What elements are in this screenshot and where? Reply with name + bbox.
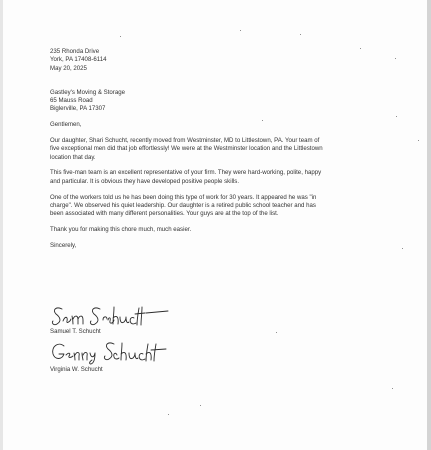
recipient-address xyxy=(50,89,405,114)
printed-name-samuel: Samuel T. Schucht xyxy=(50,328,101,335)
recipient-street: 65 Mauss Road xyxy=(50,97,93,105)
paragraph-3: One of the workers told us he has been doing this type of work for 30 years. It appeared he was "in charge". We observed his quiet leadership. Our daughter is a retired public school teacher and has been associated with many different personalities. Your guys are at the top of the list. xyxy=(50,193,317,218)
paragraph-4: Thank you for making this chore much, much easier. xyxy=(50,225,192,233)
scan-speck xyxy=(300,34,301,35)
scan-speck xyxy=(392,388,393,389)
paragraph-1: Our daughter, Shari Schucht, recently moved from Westminster, MD to Littlestown, PA. Your team of five exceptional men did that job effortlessly! We were at the Westminster location and the Littlestown location that day. xyxy=(50,137,323,161)
scan-edge-left xyxy=(0,0,3,450)
recipient-city-line: Biglerville, PA 17307 xyxy=(50,105,106,113)
scan-speck xyxy=(276,332,277,333)
scan-speck xyxy=(200,405,201,406)
scan-speck xyxy=(418,140,419,141)
sender-city-line: York, PA 17408-6114 xyxy=(50,56,107,64)
paragraph-2: This five-man team is an excellent representative of your firm. They were hard-working, polite, happy and particular. It is obvious they have developed positive people skills. xyxy=(50,169,322,185)
letter-body xyxy=(50,48,405,250)
recipient-company: Gastley's Moving & Storage xyxy=(50,88,125,96)
scan-edge-right xyxy=(427,0,431,450)
closing: Sincerely, xyxy=(50,241,77,249)
scan-speck xyxy=(168,414,169,415)
salutation: Gentlemen, xyxy=(50,121,82,129)
scan-speck xyxy=(240,30,241,31)
sender-street: 235 Rhonda Drive xyxy=(50,48,100,55)
scan-speck xyxy=(120,36,121,37)
letter-date: May 20, 2025 xyxy=(50,64,87,72)
printed-name-virginia: Virginia W. Schucht xyxy=(50,366,103,373)
signature-virginia-image xyxy=(48,339,178,365)
signature-block xyxy=(48,303,248,383)
sender-address xyxy=(50,48,405,73)
signature-samuel-image xyxy=(48,303,178,329)
